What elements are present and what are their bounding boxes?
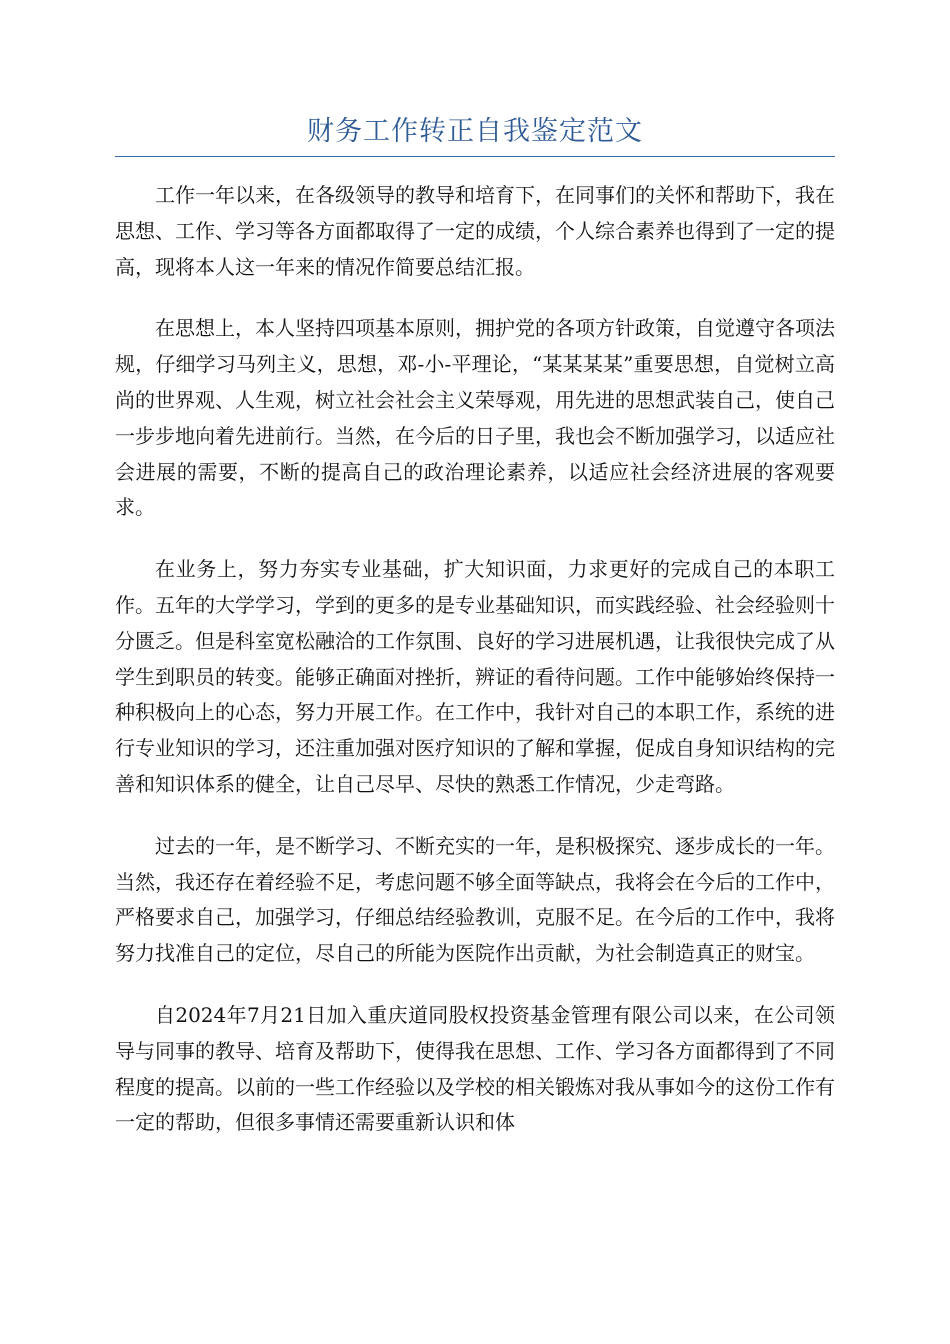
document-title: 财务工作转正自我鉴定范文 — [307, 116, 643, 147]
paragraph-1: 工作一年以来，在各级领导的教导和培育下，在同事们的关怀和帮助下，我在思想、工作、学习等各方面都取得了一定的成绩，个人综合素养也得到了一定的提高，现将本人这一年来的情况作简要总结汇报。 — [115, 183, 835, 279]
paragraph-2: 在思想上，本人坚持四项基本原则，拥护党的各项方针政策，自觉遵守各项法规，仔细学习马列主义，思想，邓-小-平理论，“某某某某”重要思想，自觉树立高尚的世界观、人生观，树立社会社会主义荣辱观，用先进的思想武装自己，使自己一步步地向着先进前行。当然，在今后的日子里，我也会不断加强学习，以适应社会进展的需要，不断的提高自己的政治理论素养，以适应社会经济进展的客观要求。 — [115, 316, 835, 520]
document-body — [115, 178, 835, 1167]
paragraph-4: 过去的一年，是不断学习、不断充实的一年，是积极探究、逐步成长的一年。当然，我还存在着经验不足，考虑问题不够全面等缺点，我将会在今后的工作中，严格要求自己，加强学习，仔细总结经验教训，克服不足。在今后的工作中，我将努力找准自己的定位，尽自己的所能为医院作出贡献，为社会制造真正的财宝。 — [115, 833, 835, 966]
paragraph-3: 在业务上，努力夯实专业基础，扩大知识面，力求更好的完成自己的本职工作。五年的大学学习，学到的更多的是专业基础知识，而实践经验、社会经验则十分匮乏。但是科室宽松融洽的工作氛围、良好的学习进展机遇，让我很快完成了从学生到职员的转变。能够正确面对挫折，辨证的看待问题。工作中能够始终保持一种积极向上的心态，努力开展工作。在工作中，我针对自己的本职工作，系统的进行专业知识的学习，还注重加强对医疗知识的了解和掌握，促成自身知识结构的完善和知识体系的健全，让自己尽早、尽快的熟悉工作情况，少走弯路。 — [115, 557, 835, 796]
paragraph-5: 自2024年7月21日加入重庆道同股权投资基金管理有限公司以来，在公司领导与同事的教导、培育及帮助下，使得我在思想、工作、学习各方面都得到了不同程度的提高。以前的一些工作经验以及学校的相关锻炼对我从事如今的这份工作有一定的帮助，但很多事情还需要重新认识和体 — [115, 1002, 835, 1135]
title-block — [115, 112, 835, 157]
